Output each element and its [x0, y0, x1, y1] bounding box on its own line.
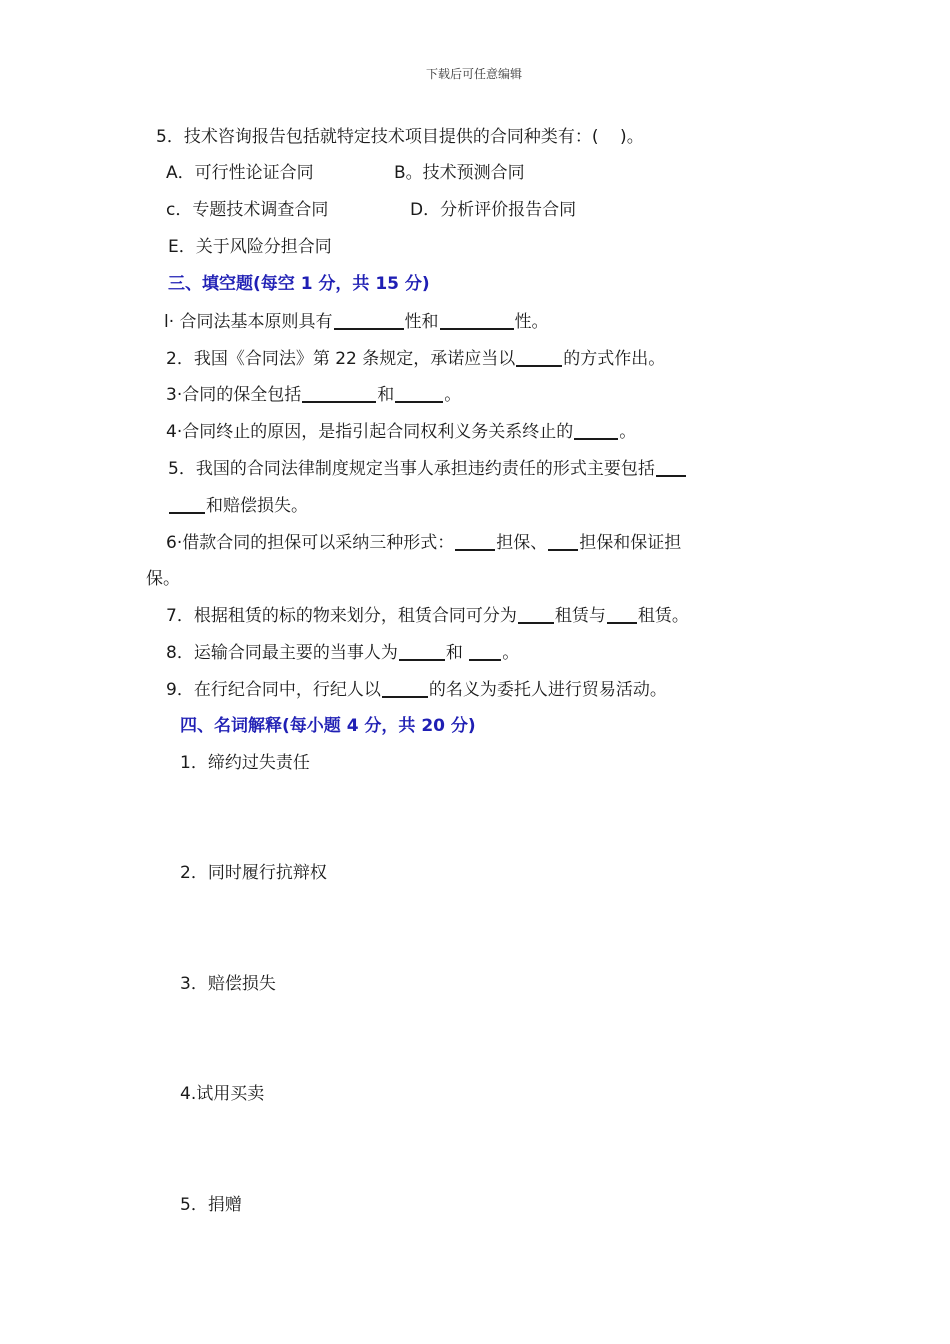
fill-q9-text-b: 的名义为委托人进行贸易活动。: [428, 680, 667, 700]
fill-q5-line2: [168, 497, 308, 515]
fill-q7: [166, 607, 689, 625]
term-item-1: 1．缔约过失责任: [180, 753, 310, 773]
fill-q9: [166, 681, 667, 699]
fill-q6-blank-2[interactable]: [548, 534, 578, 551]
fill-q1-text-c: 性。: [514, 312, 549, 332]
fill-q2: [166, 350, 665, 368]
q5-option-e: E．关于风险分担合同: [168, 237, 332, 257]
fill-q9-blank-1[interactable]: [382, 681, 428, 698]
fill-q4-text-a: 4·合同终止的原因，是指引起合同权利义务关系终止的: [166, 422, 574, 442]
fill-q5-blank-1a[interactable]: [656, 460, 686, 477]
q5-option-d: D．分析评价报告合同: [410, 200, 577, 220]
q5-stem: 5．技术咨询报告包括就特定技术项目提供的合同种类有：( )。: [156, 127, 644, 147]
term-item-2: 2．同时履行抗辩权: [180, 863, 327, 883]
q5-option-c: c．专题技术调查合同: [166, 200, 329, 220]
fill-q1-text-a: l· 合同法基本原则具有: [164, 312, 333, 332]
fill-q2-text-a: 2．我国《合同法》第 22 条规定，承诺应当以: [166, 349, 516, 369]
fill-q3-blank-2[interactable]: [395, 386, 443, 403]
fill-q7-blank-1[interactable]: [518, 607, 554, 624]
term-item-3: 3．赔偿损失: [180, 974, 276, 994]
fill-q5-text-a: 5．我国的合同法律制度规定当事人承担违约责任的形式主要包括: [168, 459, 655, 479]
fill-q8-blank-2[interactable]: [469, 644, 501, 661]
fill-q8-text-a: 8．运输合同最主要的当事人为: [166, 643, 398, 663]
fill-q2-text-b: 的方式作出。: [563, 349, 666, 369]
fill-q8-blank-1[interactable]: [399, 644, 445, 661]
fill-q3-text-a: 3·合同的保全包括: [166, 385, 302, 405]
fill-q1-blank-2[interactable]: [440, 313, 514, 330]
fill-q7-blank-2[interactable]: [607, 607, 637, 624]
fill-q3-text-c: 。: [444, 385, 462, 405]
fill-q1: [164, 313, 549, 331]
fill-q5-line1: [168, 460, 687, 478]
q5-option-a: A．可行性论证合同: [166, 163, 314, 183]
fill-q3-text-b: 和: [377, 385, 395, 405]
fill-q9-text-a: 9．在行纪合同中，行纪人以: [166, 680, 381, 700]
header-note: 下载后可任意编辑: [426, 67, 523, 81]
fill-q4: [166, 423, 636, 441]
fill-q8: [166, 644, 519, 662]
fill-q7-text-a: 7．根据租赁的标的物来划分，租赁合同可分为: [166, 606, 517, 626]
term-item-5: 5．捐赠: [180, 1195, 242, 1215]
fill-q4-blank-1[interactable]: [574, 423, 618, 440]
fill-q5-text-b: 和赔偿损失。: [206, 496, 308, 516]
fill-q1-text-b: 性和: [404, 312, 439, 332]
section3-heading: 三、填空题(每空 1 分，共 15 分): [168, 274, 430, 294]
fill-q7-text-b: 租赁与: [554, 606, 606, 626]
fill-q3: [166, 386, 461, 404]
fill-q6-line2: 保。: [146, 569, 180, 589]
q5-option-b: B。技术预测合同: [394, 163, 525, 183]
fill-q7-text-c: 租赁。: [637, 606, 689, 626]
fill-q8-text-c: 。: [502, 643, 520, 663]
fill-q3-blank-1[interactable]: [302, 386, 376, 403]
fill-q4-text-b: 。: [619, 422, 637, 442]
fill-q6-text-c: 担保和保证担: [579, 533, 682, 553]
fill-q2-blank-1[interactable]: [516, 350, 562, 367]
fill-q6-line1: [166, 534, 681, 552]
fill-q6-blank-1[interactable]: [455, 534, 495, 551]
fill-q6-text-a: 6·借款合同的担保可以采纳三种形式：: [166, 533, 455, 553]
fill-q1-blank-1[interactable]: [334, 313, 404, 330]
section4-heading: 四、名词解释(每小题 4 分，共 20 分): [180, 716, 476, 736]
term-item-4: 4.试用买卖: [180, 1084, 265, 1104]
fill-q5-blank-1b[interactable]: [169, 497, 205, 514]
fill-q6-text-b: 担保、: [496, 533, 548, 553]
fill-q8-text-b: 和: [445, 643, 469, 663]
